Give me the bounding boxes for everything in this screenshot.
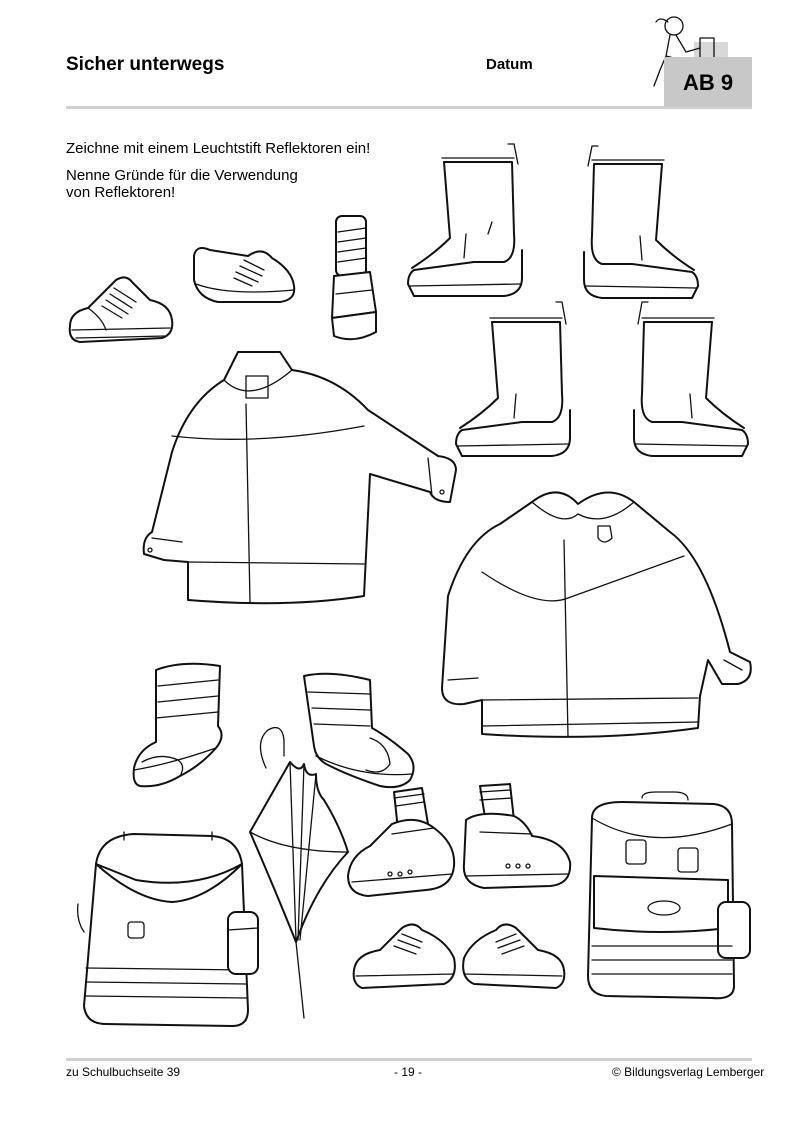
- footer-copyright: © Bildungsverlag Lemberger: [612, 1065, 765, 1079]
- jacket-illustration: [438, 480, 756, 742]
- page-title: Sicher unterwegs: [66, 54, 225, 75]
- page-number: - 19 -: [394, 1065, 423, 1079]
- worksheet-badge: AB 9: [664, 57, 752, 109]
- school-backpack-illustration: [76, 830, 262, 1028]
- date-label: Datum: [486, 56, 533, 73]
- winter-boot-illustration: [130, 656, 226, 790]
- rain-boot-illustration: [622, 298, 752, 460]
- footer-textbook-ref: zu Schulbuchseite 39: [66, 1065, 181, 1079]
- instruction-line-2: Nenne Gründe für die Verwendung: [66, 167, 298, 184]
- sneaker-illustration: [188, 240, 300, 312]
- umbrella-illustration: [246, 722, 358, 1024]
- jacket-illustration: [138, 346, 460, 608]
- school-backpack-illustration: [582, 796, 754, 1000]
- flashlight-illustration: [328, 212, 380, 344]
- sneaker-illustration: [350, 918, 458, 992]
- rain-boot-illustration: [404, 138, 534, 300]
- instruction-line-3: von Reflektoren!: [66, 184, 176, 201]
- instruction-line-1: Zeichne mit einem Leuchtstift Reflektoren ein!: [66, 140, 371, 157]
- header-divider: [66, 106, 752, 109]
- sneaker-illustration: [460, 918, 568, 992]
- sneaker-illustration: [66, 268, 178, 350]
- rain-boot-illustration: [452, 298, 582, 460]
- shoe-with-sock-illustration: [460, 780, 572, 892]
- footer-divider: [66, 1058, 752, 1061]
- rain-boot-illustration: [572, 140, 702, 302]
- shoe-with-sock-illustration: [346, 784, 456, 896]
